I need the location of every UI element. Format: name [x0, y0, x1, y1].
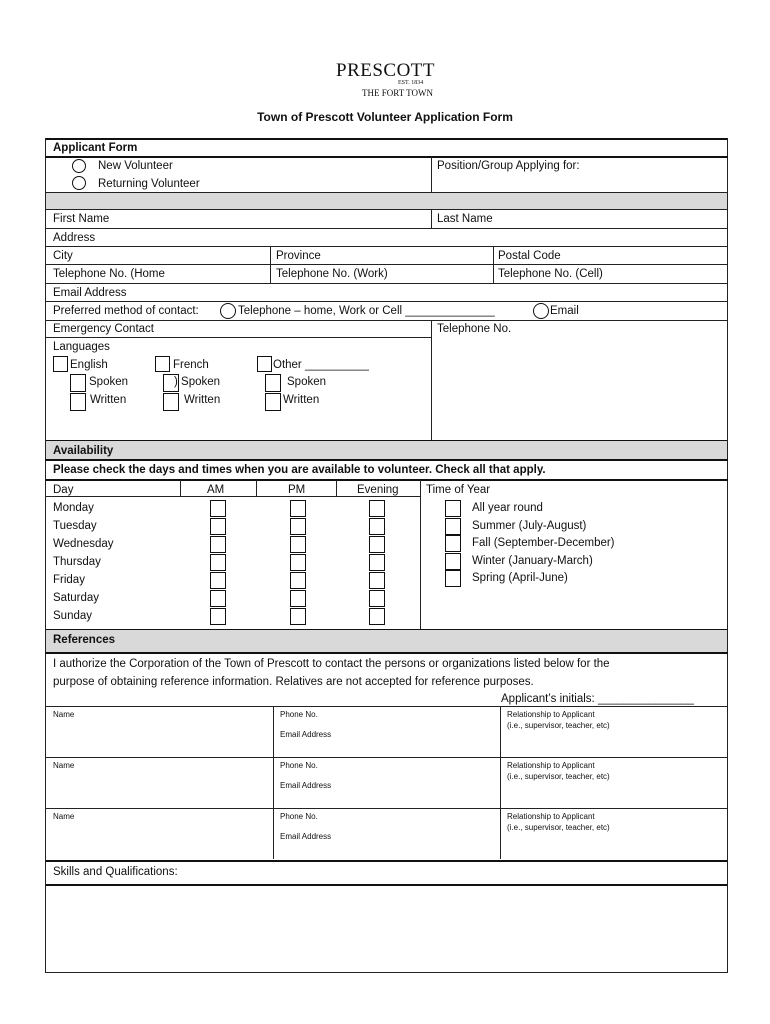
availability-header: Availability [53, 445, 114, 457]
day-label: Saturday [53, 592, 100, 604]
season-label: Spring (April-June) [472, 572, 568, 584]
am-checkbox[interactable] [210, 608, 226, 625]
row-divider [45, 757, 728, 758]
french-written-label: Written [184, 394, 221, 406]
season-label: Summer (July-August) [472, 519, 587, 532]
contact-telephone-radio[interactable] [220, 303, 236, 319]
english-written-label: Written [90, 394, 127, 406]
english-checkbox[interactable] [53, 356, 68, 372]
evening-checkbox[interactable] [369, 500, 385, 517]
am-column-header: AM [207, 484, 225, 496]
season-label: Winter (January-March) [472, 554, 593, 567]
form-title: Town of Prescott Volunteer Application Form [257, 110, 513, 124]
skills-text-area[interactable] [46, 886, 727, 972]
day-label: Thursday [53, 556, 101, 568]
french-written-checkbox[interactable] [163, 393, 179, 411]
season-checkbox[interactable] [445, 570, 461, 587]
pm-checkbox[interactable] [290, 500, 306, 517]
season-checkbox[interactable] [445, 553, 461, 570]
evening-checkbox[interactable] [369, 608, 385, 625]
reference-relationship-field[interactable]: Relationship to Applicant [507, 710, 595, 719]
column-divider [500, 706, 501, 757]
separator-band [46, 193, 727, 209]
season-checkbox[interactable] [445, 535, 461, 552]
reference-relationship-hint: (i.e., supervisor, teacher, etc) [507, 772, 610, 781]
applicant-header: Applicant Form [53, 142, 138, 154]
logo-wordmark: PRESCOTT [336, 60, 436, 81]
pm-checkbox[interactable] [290, 572, 306, 589]
authorization-text-line2: purpose of obtaining reference information. Relatives are not accepted for reference purposes. [53, 676, 534, 688]
day-column-header: Day [53, 484, 74, 496]
other-spoken-label: Spoken [287, 376, 327, 388]
am-checkbox[interactable] [210, 536, 226, 553]
reference-name-field[interactable]: Name [53, 761, 75, 770]
english-spoken-label: Spoken [89, 376, 129, 388]
position-label[interactable]: Position/Group Applying for: [437, 160, 580, 172]
day-label: Sunday [53, 610, 93, 622]
english-label: English [70, 359, 108, 371]
new-volunteer-label: New Volunteer [98, 160, 173, 172]
day-label: Wednesday [53, 538, 114, 550]
time-of-year-column-header: Time of Year [426, 484, 491, 496]
reference-relationship-field[interactable]: Relationship to Applicant [507, 761, 595, 770]
pm-column-header: PM [288, 484, 306, 496]
pm-checkbox[interactable] [290, 608, 306, 625]
reference-phone-field[interactable]: Phone No. [280, 812, 318, 821]
column-divider [273, 757, 274, 808]
city-field[interactable]: City [53, 250, 73, 262]
postal-code-field[interactable]: Postal Code [498, 250, 561, 262]
season-label: Fall (September-December) [472, 537, 615, 549]
row-divider [45, 808, 728, 809]
reference-name-field[interactable]: Name [53, 710, 75, 719]
address-field[interactable]: Address [53, 232, 96, 244]
am-checkbox[interactable] [210, 554, 226, 571]
pm-checkbox[interactable] [290, 536, 306, 553]
availability-header-band [46, 441, 727, 459]
other-written-label: Written [283, 394, 320, 406]
references-header: References [53, 634, 116, 646]
reference-name-field[interactable]: Name [53, 812, 75, 821]
pm-checkbox[interactable] [290, 518, 306, 535]
evening-checkbox[interactable] [369, 518, 385, 535]
references-header-band [46, 630, 727, 652]
availability-instruction: Please check the days and times when you are available to volunteer. Check all that apply. [53, 464, 546, 476]
evening-checkbox[interactable] [369, 554, 385, 571]
contact-email-radio[interactable] [533, 303, 549, 319]
evening-column-header: Evening [357, 484, 399, 496]
am-checkbox[interactable] [210, 518, 226, 535]
returning-volunteer-radio[interactable] [72, 176, 86, 190]
french-label: French [173, 359, 209, 371]
french-checkbox[interactable] [155, 356, 170, 372]
emergency-telephone-field[interactable]: Telephone No. [437, 323, 512, 335]
email-address-field[interactable]: Email Address [53, 287, 127, 299]
province-field[interactable]: Province [276, 250, 321, 262]
day-label: Tuesday [53, 520, 97, 532]
other-spoken-checkbox[interactable] [265, 374, 281, 392]
first-name-field[interactable]: First Name [53, 213, 110, 225]
reference-email-field[interactable]: Email Address [280, 832, 332, 841]
reference-phone-field[interactable]: Phone No. [280, 710, 318, 719]
season-checkbox[interactable] [445, 500, 461, 517]
pm-checkbox[interactable] [290, 590, 306, 607]
column-divider [500, 757, 501, 808]
column-divider [273, 706, 274, 757]
reference-phone-field[interactable]: Phone No. [280, 761, 318, 770]
column-divider [273, 808, 274, 859]
returning-volunteer-label: Returning Volunteer [98, 178, 200, 190]
reference-email-field[interactable]: Email Address [280, 730, 332, 739]
evening-checkbox[interactable] [369, 536, 385, 553]
pm-checkbox[interactable] [290, 554, 306, 571]
logo-est: EST. 1834 [398, 80, 424, 86]
skills-header: Skills and Qualifications: [53, 866, 178, 878]
english-written-checkbox[interactable] [70, 393, 86, 411]
contact-email-label: Email [550, 305, 579, 317]
english-spoken-checkbox[interactable] [70, 374, 86, 392]
new-volunteer-radio[interactable] [72, 159, 86, 173]
applicant-initials-field[interactable]: Applicant’s initials: _______________ [501, 693, 694, 705]
column-divider [500, 808, 501, 859]
season-checkbox[interactable] [445, 518, 461, 535]
contact-telephone-label: Telephone – home, Work or Cell ______________ [238, 305, 495, 317]
evening-checkbox[interactable] [369, 572, 385, 589]
day-label: Monday [53, 502, 94, 514]
am-checkbox[interactable] [210, 500, 226, 517]
telephone-home-field[interactable]: Telephone No. (Home [53, 268, 165, 280]
reference-relationship-field[interactable]: Relationship to Applicant [507, 812, 595, 821]
telephone-work-field[interactable]: Telephone No. (Work) [276, 268, 388, 280]
evening-checkbox[interactable] [369, 590, 385, 607]
authorization-text-line1: I authorize the Corporation of the Town of Prescott to contact the persons or organizations listed below for the [53, 658, 610, 670]
day-label: Friday [53, 574, 85, 586]
telephone-cell-field[interactable]: Telephone No. (Cell) [498, 268, 603, 280]
last-name-field[interactable]: Last Name [437, 213, 493, 225]
preferred-contact-label: Preferred method of contact: [53, 305, 199, 317]
reference-email-field[interactable]: Email Address [280, 781, 332, 790]
am-checkbox[interactable] [210, 572, 226, 589]
emergency-contact-field[interactable]: Emergency Contact [53, 323, 154, 335]
languages-label: Languages [53, 341, 110, 353]
am-checkbox[interactable] [210, 590, 226, 607]
season-label: All year round [472, 502, 543, 514]
french-spoken-label: ) Spoken [174, 376, 221, 388]
reference-relationship-hint: (i.e., supervisor, teacher, etc) [507, 823, 610, 832]
other-language-checkbox[interactable] [257, 356, 272, 372]
logo-tagline: THE FORT TOWN [362, 88, 433, 98]
other-written-checkbox[interactable] [265, 393, 281, 411]
other-language-label: Other __________ [273, 359, 369, 371]
reference-relationship-hint: (i.e., supervisor, teacher, etc) [507, 721, 610, 730]
